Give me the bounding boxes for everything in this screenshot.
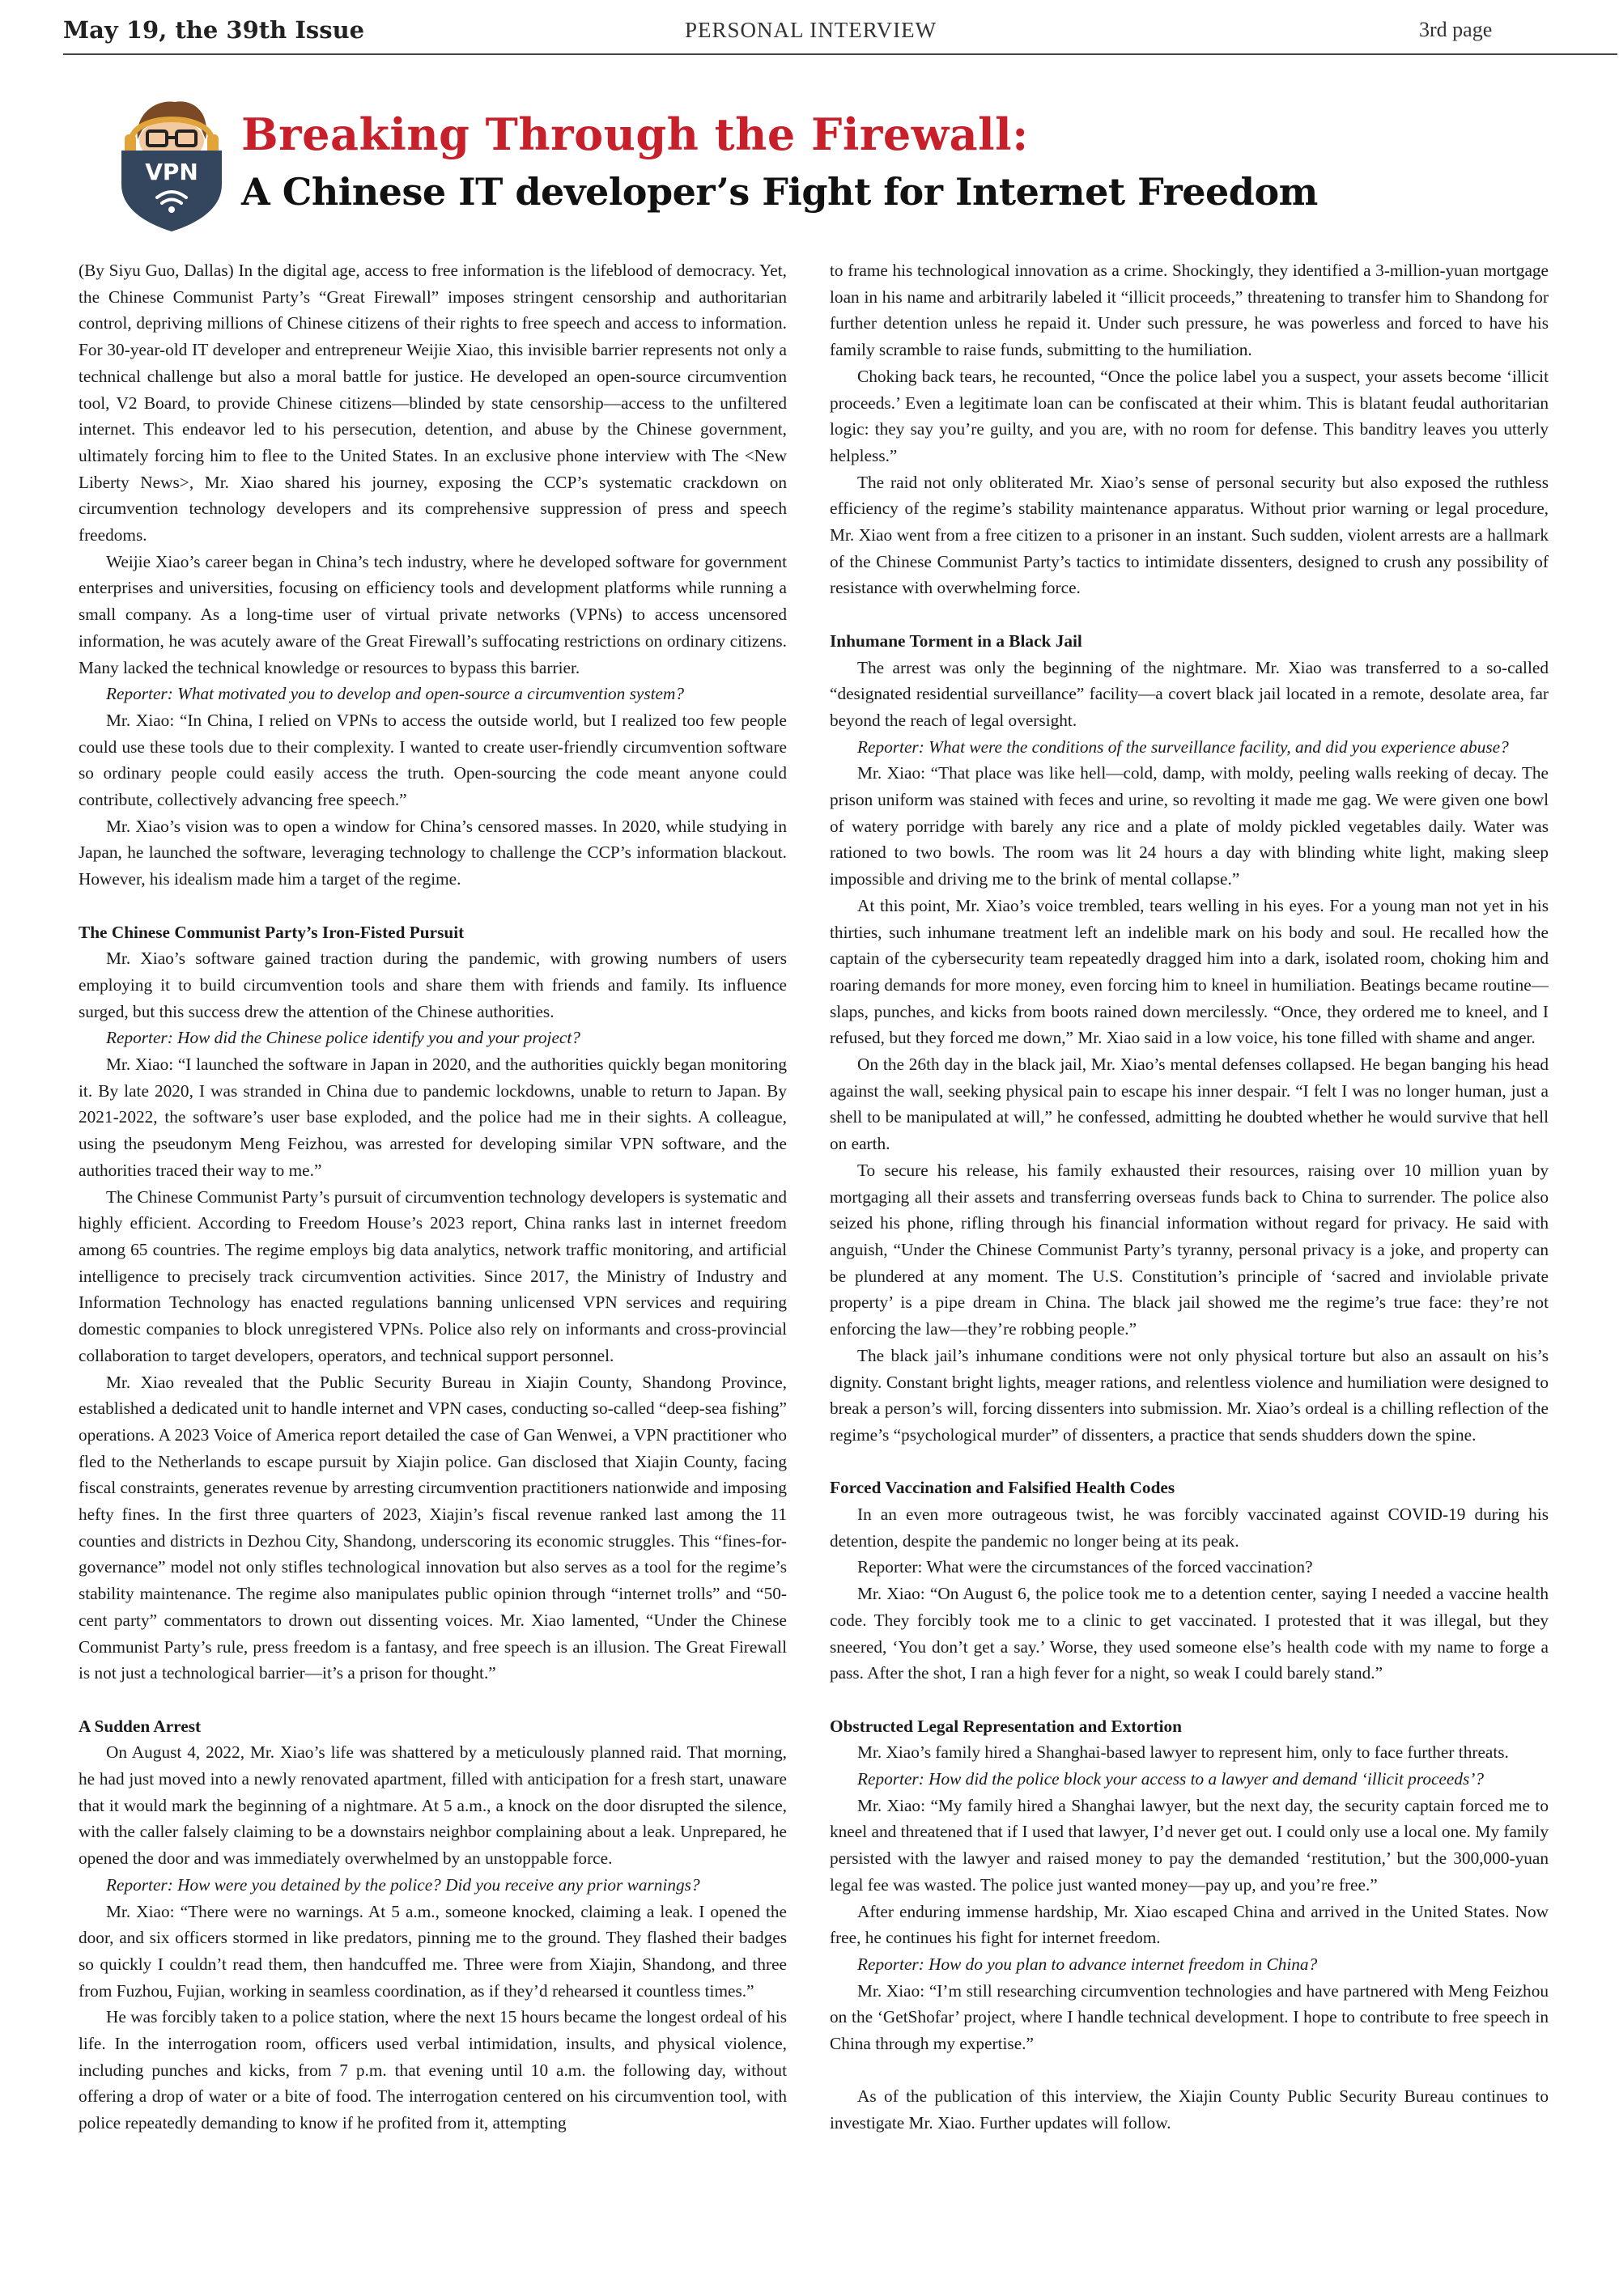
article-column-right [830, 257, 1549, 2285]
paragraph: (By Siyu Guo, Dallas) In the digital age, access to free information is the lifeblood of democracy. Yet, the Chinese Communist Party’s “Great Firewall” imposes stringent censorship and authoritarian control, depriving millions of Chinese citizens of their rights to free speech and access to information. For 30-year-old IT developer and entrepreneur Weijie Xiao, this invisible barrier represents not only a technical challenge but also a moral battle for justice. He developed an open-source circumvention tool, V2 Board, to provide Chinese citizens—blinded by state censorship—access to the unfiltered internet. This endeavor led to his persecution, detention, and abuse by the Chinese government, ultimately forcing him to flee to the United States. In an exclusive phone interview with The <New Liberty News>, Mr. Xiao shared his journey, exposing the CCP’s systematic crackdown on circumvention technology developers and its comprehensive suppression of press and speech freedoms. [79, 261, 787, 545]
reporter-question: Reporter: What were the circumstances of the forced vaccination? [857, 1557, 1313, 1577]
section-name: PERSONAL INTERVIEW [685, 18, 937, 42]
paragraph: Choking back tears, he recounted, “Once the police label you a suspect, your assets become ‘illicit proceeds.’ Even a legitimate loan can be confiscated at their whim. This is blatant feudal authoritarian logic: they say you’re guilty, and you are, with no room for defense. This banditry leaves you utterly helpless.” [830, 366, 1549, 465]
reporter-question: Reporter: How were you detained by the police? Did you receive any prior warnings? [106, 1874, 700, 1895]
paragraph: Mr. Xiao revealed that the Public Security Bureau in Xiajin County, Shandong Province, established a dedicated unit to handle internet and VPN cases, conducting so-called “deep-sea fishing” operations. A 2023 Voice of America report detailed the case of Gan Wenwei, a VPN practitioner who fled to the Netherlands to escape pursuit by Xiajin police. Gan disclosed that Xiajin County, facing fiscal constraints, generates revenue by arresting circumvention practitioners nationwide and imposing hefty fines. In the first three quarters of 2023, Xiajin’s fiscal revenue ranked last among the 11 counties and districts in Dezhou City, Shandong, underscoring its economic struggles. This “fines-for-governance” model not only stifles technological innovation but also serves as a tool for the regime’s stability maintenance. The regime also manipulates public opinion through “internet trolls” and “50-cent party” commentators to drown out dissenting voices. Mr. Xiao lamented, “Under the Chinese Communist Party’s rule, press freedom is a fantasy, and free speech is an illusion. The Great Firewall is not just a technological barrier—it’s a prison for thought.” [79, 1372, 787, 1683]
section-heading: A Sudden Arrest [79, 1716, 202, 1736]
paragraph: At this point, Mr. Xiao’s voice trembled, tears welling in his eyes. For a young man not yet in his thirties, such inhumane treatment left an indelible mark on his body and soul. He recalled how the captain of the cybersecurity team repeatedly dragged him into a dark, isolated room, choking him and roaring demands for more money, even forcing him to kneel in humiliation. Beatings became routine—slaps, punches, and kicks from boots rained down mercilessly. “Once, they ordered me to kneel, and I refused, but they forced me down,” Mr. Xiao said in a low voice, his tone filled with shame and anger. [830, 895, 1549, 1048]
paragraph: Mr. Xiao: “My family hired a Shanghai lawyer, but the next day, the security captain forced me to kneel and threatened that if I used that lawyer, I’d never get out. I could only use a local one. My family persisted with the lawyer and raised money to pay the demanded ‘restitution,’ but the 300,000-yuan legal fee was wasted. The police just wanted money—pay up, and you’re free.” [830, 1795, 1549, 1895]
paragraph: He was forcibly taken to a police station, where the next 15 hours became the longest ordeal of his life. In the interrogation room, officers used verbal intimidation, insults, and physical violence, including punches and kicks, from 7 p.m. that evening until 10 a.m. the following day, without offering a drop of water or a bite of food. The interrogation centered on his circumvention tool, with police repeatedly demanding to know if he profited from it, attempting [79, 2007, 787, 2133]
paragraph: Mr. Xiao: “In China, I relied on VPNs to access the outside world, but I realized too few people could use these tools due to their complexity. I wanted to create user-friendly circumvention software so ordinary people could easily access the truth. Open-sourcing the code meant anyone could contribute, collectively advancing free speech.” [79, 710, 787, 810]
section-heading: Inhumane Torment in a Black Jail [830, 630, 1082, 651]
paragraph: On the 26th day in the black jail, Mr. Xiao’s mental defenses collapsed. He began banging his head against the wall, seeking physical pain to escape his inner despair. “I felt I was no longer human, just a shell to be manipulated at will,” he confessed, admitting he doubted whether he would survive that hell on earth. [830, 1055, 1549, 1154]
paragraph: Mr. Xiao: “There were no warnings. At 5 a.m., someone knocked, claiming a leak. I opened the door, and six officers stormed in like predators, pinning me to the ground. They flashed their badges so quickly I couldn’t read them, then handcuffed me. Three were from Xiajin, Shandong, and three from Fuzhou, Fujian, working in seamless coordination, as if they’d rehearsed it countless times.” [79, 1901, 787, 2001]
paragraph: Mr. Xiao: “I launched the software in Japan in 2020, and the authorities quickly began monitoring it. By late 2020, I was stranded in China due to pandemic lockdowns, unable to return to Japan. By 2021-2022, the software’s user base exploded, and the police had me in their sights. A colleague, using the pseudonym Meng Feizhou, was arrested for developing similar VPN software, and the authorities traced their way to me.” [79, 1055, 787, 1180]
paragraph: The Chinese Communist Party’s pursuit of circumvention technology developers is systematic and highly efficient. According to Freedom House’s 2023 report, China ranks last in internet freedom among 65 countries. The regime employs big data analytics, network traffic monitoring, and artificial intelligence to precisely track circumvention activities. Since 2017, the Ministry of Industry and Information Technology has enacted regulations banning unlicensed VPN services and requiring domestic companies to block unregistered VPNs. Police also rely on informants and cross-provincial collaboration to target developers, operators, and technical support personnel. [79, 1186, 787, 1365]
section-heading: Obstructed Legal Representation and Extortion [830, 1716, 1183, 1736]
logo-vpn-text: VPN [145, 159, 198, 185]
paragraph: Weijie Xiao’s career began in China’s tech industry, where he developed software for government enterprises and universities, focusing on efficiency tools and development platforms while running a small company. As a long-time user of virtual private networks (VPNs) to access uncensored information, he was acutely aware of the Great Firewall’s suffocating restrictions on ordinary citizens. Many lacked the technical knowledge or resources to bypass this barrier. [79, 551, 787, 677]
paragraph: Mr. Xiao’s family hired a Shanghai-based lawyer to represent him, only to face further threats. [857, 1742, 1509, 1763]
paragraph: Mr. Xiao: “I’m still researching circumvention technologies and have partnered with Meng Feizhou on the ‘GetShofar’ project, where I handle technical development. I hope to contribute to free speech in China through my expertise.” [830, 1980, 1549, 2054]
reporter-question: Reporter: What motivated you to develop and open-source a circumvention system? [106, 684, 685, 704]
reporter-question: Reporter: How did the Chinese police identify you and your project? [106, 1028, 580, 1048]
headline: Breaking Through the Firewall: [241, 108, 1029, 160]
paragraph: As of the publication of this interview, the Xiajin County Public Security Bureau continues to investigate Mr. Xiao. Further updates will follow. [830, 2086, 1549, 2133]
paragraph: In an even more outrageous twist, he was forcibly vaccinated against COVID-19 during his detention, despite the pandemic no longer being at its peak. [830, 1504, 1549, 1551]
paragraph: The raid not only obliterated Mr. Xiao’s sense of personal security but also exposed the ruthless efficiency of the regime’s stability maintenance apparatus. Without prior warning or legal procedure, Mr. Xiao went from a free citizen to a prisoner in an instant. Such sudden, violent arrests are a hallmark of the Chinese Communist Party’s tactics to intimidate dissenters, designed to crush any possibility of resistance with overwhelming force. [830, 472, 1549, 598]
paragraph: to frame his technological innovation as a crime. Shockingly, they identified a 3-million-yuan mortgage loan in his name and arbitrarily labeled it “illicit proceeds,” threatening to transfer him to Shandong for further detention unless he repaid it. Under such pressure, he was powerless and forced to have his family scramble to raise funds, submitting to the humiliation. [830, 261, 1549, 360]
paragraph: On August 4, 2022, Mr. Xiao’s life was shattered by a meticulously planned raid. That morning, he had just moved into a newly renovated apartment, filled with anticipation for a fresh start, unaware that it would mark the beginning of a nightmare. At 5 a.m., a knock on the door disrupted the silence, with the caller falsely claiming to be a downstairs neighbor complaining about a leak. Unprepared, he opened the door and was immediately overwhelmed by an unstoppable force. [79, 1742, 787, 1869]
paragraph: Mr. Xiao’s software gained traction during the pandemic, with growing numbers of users employing it to build circumvention tools and share them with friends and family. Its influence surged, but this success drew the attention of the Chinese authorities. [79, 949, 787, 1021]
masthead [63, 13, 1617, 57]
issue-date: May 19, the 39th Issue [63, 16, 365, 44]
paragraph: After enduring immense hardship, Mr. Xiao escaped China and arrived in the United States. Now free, he continues his fight for internet freedom. [830, 1901, 1549, 1948]
reporter-question: Reporter: What were the conditions of the surveillance facility, and did you experience abuse? [857, 736, 1509, 757]
paragraph: Mr. Xiao: “On August 6, the police took me to a detention center, saying I needed a vaccine health code. They forcibly took me to a clinic to get vaccinated. I protested that it was illegal, but they sneered, ‘You don’t get a say.’ Worse, they used someone else’s health code with my name to forge a pass. After the shot, I ran a high fever for a night, so weak I could barely stand.” [830, 1584, 1549, 1683]
paragraph: Mr. Xiao: “That place was like hell—cold, damp, with moldy, peeling walls reeking of decay. The prison uniform was stained with feces and urine, so revolting it made me gag. We were given one bowl of watery porridge with barely any rice and a plate of moldy pickled vegetables daily. Water was rationed to two bowls. The room was lit 24 hours a day with blinding white light, making sleep impossible and driving me to the brink of mental collapse.” [830, 763, 1549, 889]
paragraph: The black jail’s inhumane conditions were not only physical torture but also an assault on his’s dignity. Constant bright lights, meager rations, and relentless violence and humiliation were designed to break a person’s will, forcing dissenters into submission. Mr. Xiao’s ordeal is a chilling reflection of the regime’s “psychological murder” of dissenters, a practice that sends shudders down the spine. [830, 1345, 1549, 1445]
section-heading: Forced Vaccination and Falsified Health Codes [830, 1478, 1175, 1498]
reporter-question: Reporter: How did the police block your access to a lawyer and demand ‘illicit proceeds’? [857, 1769, 1484, 1789]
vpn-shield-icon [110, 89, 232, 233]
paragraph: The arrest was only the beginning of the nightmare. Mr. Xiao was transferred to a so-called “designated residential surveillance” facility—a covert black jail located in a remote, desolate area, far beyond the reach of legal oversight. [830, 657, 1549, 730]
section-heading: The Chinese Communist Party’s Iron-Fisted Pursuit [79, 922, 465, 942]
subheadline: A Chinese IT developer’s Fight for Internet Freedom [241, 170, 1318, 214]
article-column-left [79, 257, 787, 2285]
paragraph: Mr. Xiao’s vision was to open a window for China’s censored masses. In 2020, while studying in Japan, he launched the software, leveraging technology to challenge the CCP’s information blackout. However, his idealism made him a target of the regime. [79, 816, 787, 889]
paragraph: To secure his release, his family exhausted their resources, raising over 10 million yuan by mortgaging all their assets and transferring overseas funds back to China to surrender. The police also seized his phone, rifling through his financial information without regard for privacy. He said with anguish, “Under the Chinese Communist Party’s tyranny, personal privacy is a joke, and property can be plundered at any moment. The U.S. Constitution’s principle of ‘sacred and inviolable private property’ is a pipe dream in China. The black jail showed me the regime’s true face: they’re not enforcing the law—they’re robbing people.” [830, 1160, 1549, 1339]
page-number: 3rd page [1419, 18, 1493, 41]
header-rule [63, 53, 1617, 55]
reporter-question: Reporter: How do you plan to advance internet freedom in China? [857, 1954, 1318, 1974]
